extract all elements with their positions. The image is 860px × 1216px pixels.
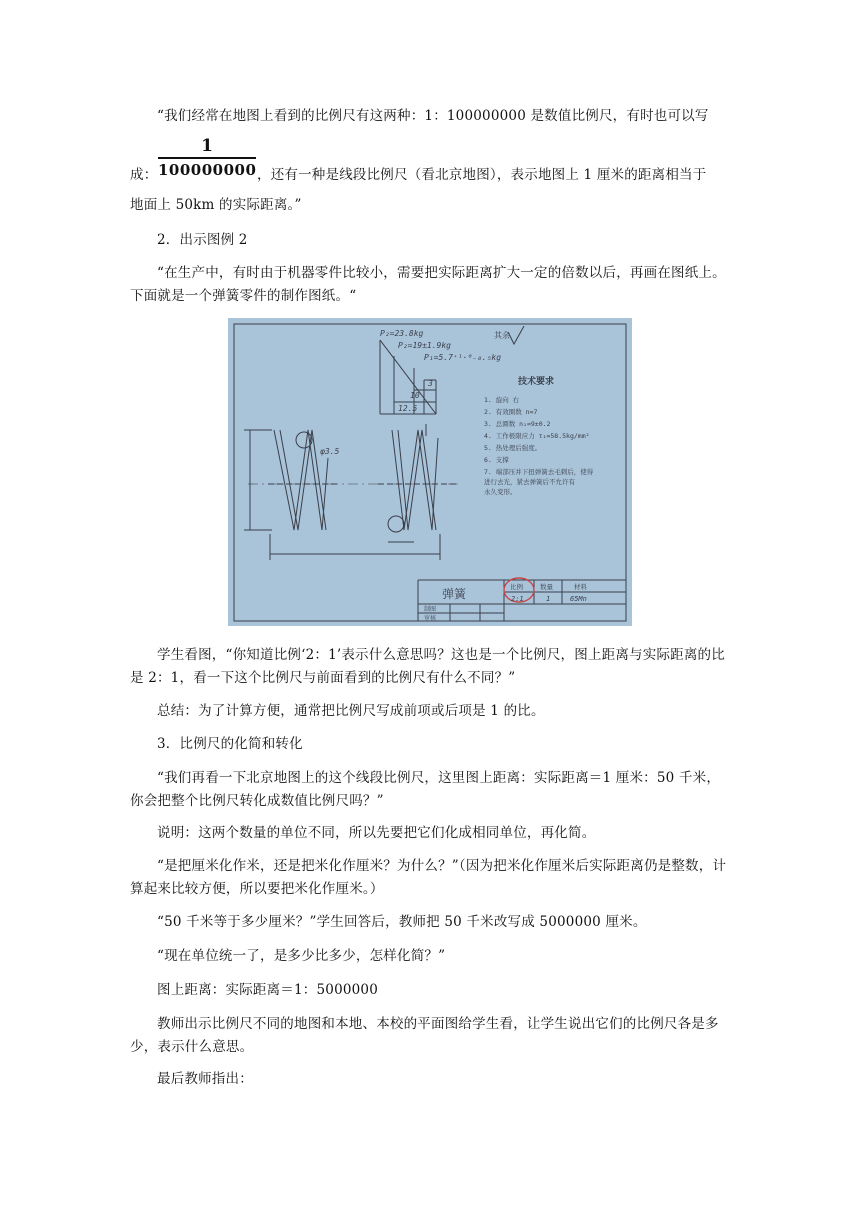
paragraph-50km: “50 千米等于多少厘米？”学生回答后，教师把 50 千米改写成 5000000 厘米。: [157, 914, 647, 930]
paragraph-explanation: 说明：这两个数量的单位不同，所以先要把它们化成相同单位，再化简。: [157, 825, 596, 841]
title-block-row-2: 审核: [424, 615, 437, 622]
title-block-row-1: 制图: [424, 606, 437, 613]
title-block-h-qty: 数量: [540, 583, 553, 591]
fraction-denominator: 100000000: [158, 161, 257, 179]
force-label-2: P₂=19±1.9kg: [398, 341, 451, 350]
wire-diameter: φ3.5: [320, 447, 340, 456]
paragraph-result: 图上距离：实际距离＝1：5000000: [157, 982, 379, 998]
paragraph-unified: “现在单位统一了，是多少比多少，怎样化简？”: [157, 948, 446, 964]
paragraph-final: 最后教师指出：: [157, 1071, 253, 1087]
tech-item-7: 7. 端部压并下扭弹簧去毛刺后，使得: [484, 468, 594, 476]
title-block-h-mat: 材料: [574, 583, 587, 591]
force-label-3: P₁=5.7⁺¹·⁰₋₀.₅kg: [424, 353, 502, 362]
tech-item-4: 4. 工作极限应力 τ₁=58.5kg/mm²: [484, 432, 590, 440]
tech-item-6: 6. 支撑: [484, 456, 509, 464]
force-label-1: P₂=23.8kg: [380, 329, 424, 338]
paragraph-summary: 总结：为了计算方便，通常把比例尺写成前项或后项是 1 的比。: [157, 703, 545, 719]
tech-item-9: 永久变形。: [484, 488, 517, 496]
tech-title: 技术要求: [518, 377, 555, 387]
heading-simplify: 3．比例尺的化简和转化: [157, 736, 303, 752]
tech-item-8: 进行去光，紧去弹簧后不允许有: [484, 478, 575, 486]
paragraph-scale-types-line2-post: ，还有一种是线段比例尺（看北京地图），表示地图上 1 厘米的距离相当于: [257, 167, 707, 183]
title-block-v-qty: 1: [546, 595, 551, 603]
title-block-name: 弹簧: [442, 587, 467, 601]
paragraph-unit-conversion: “是把厘米化作米，还是把米化作厘米？为什么？”（因为把米化作厘米后实际距离仍是整数，计算起来比较方便，所以要把米化作厘米。）: [130, 858, 727, 897]
heading-example-2: 2．出示图例 2: [157, 232, 248, 248]
paragraph-student-view: 学生看图，“你知道比例‘2：1’表示什么意思吗？这也是一个比例尺，图上距离与实际距离的比是 2：1，看一下这个比例尺与前面看到的比例尺有什么不同？”: [130, 647, 725, 686]
fraction-numerator: 1: [201, 136, 213, 156]
tech-item-5: 5. 热处理后强度。: [484, 444, 542, 452]
title-block-v-mat: 65Mn: [570, 595, 587, 603]
fraction-scale: [158, 136, 256, 179]
tech-item-2: 2. 有效圈数 n=7: [484, 408, 538, 416]
paragraph-scale-types-line2-pre: 成：: [130, 167, 158, 183]
roughness-label: 其余: [494, 331, 510, 340]
paragraph-maps: 教师出示比例尺不同的地图和本地、本校的平面图给学生看，让学生说出它们的比例尺各是多少，表示什么意思。: [130, 1016, 719, 1055]
fraction-bar: [158, 157, 256, 159]
paragraph-scale-types-line1: “我们经常在地图上看到的比例尺有这两种：1：100000000 是数值比例尺，有时也可以写: [157, 108, 709, 124]
spring-drawing: [228, 318, 632, 626]
title-block-h-scale: 比例: [510, 583, 523, 591]
title-block-v-scale: 2:1: [511, 595, 524, 603]
paragraph-production: “在生产中，有时由于机器零件比较小，需要把实际距离扩大一定的倍数以后，再画在图纸上。下面就是一个弹簧零件的制作图纸。“: [130, 265, 726, 304]
dim-3: 3: [428, 379, 433, 388]
paragraph-beijing-map: “我们再看一下北京地图上的这个线段比例尺，这里图上距离：实际距离＝1 厘米：50 千米，你会把整个比例尺转化成数值比例尺吗？”: [130, 770, 721, 809]
dim-12-5: 12.5: [398, 404, 418, 413]
tech-item-1: 1. 旋向 右: [484, 396, 520, 404]
tech-item-3: 3. 总圈数 n₁=9±0.2: [484, 420, 551, 428]
paragraph-scale-types-line3: 地面上 50km 的实际距离。”: [130, 197, 302, 213]
dim-10: 10: [410, 391, 420, 400]
